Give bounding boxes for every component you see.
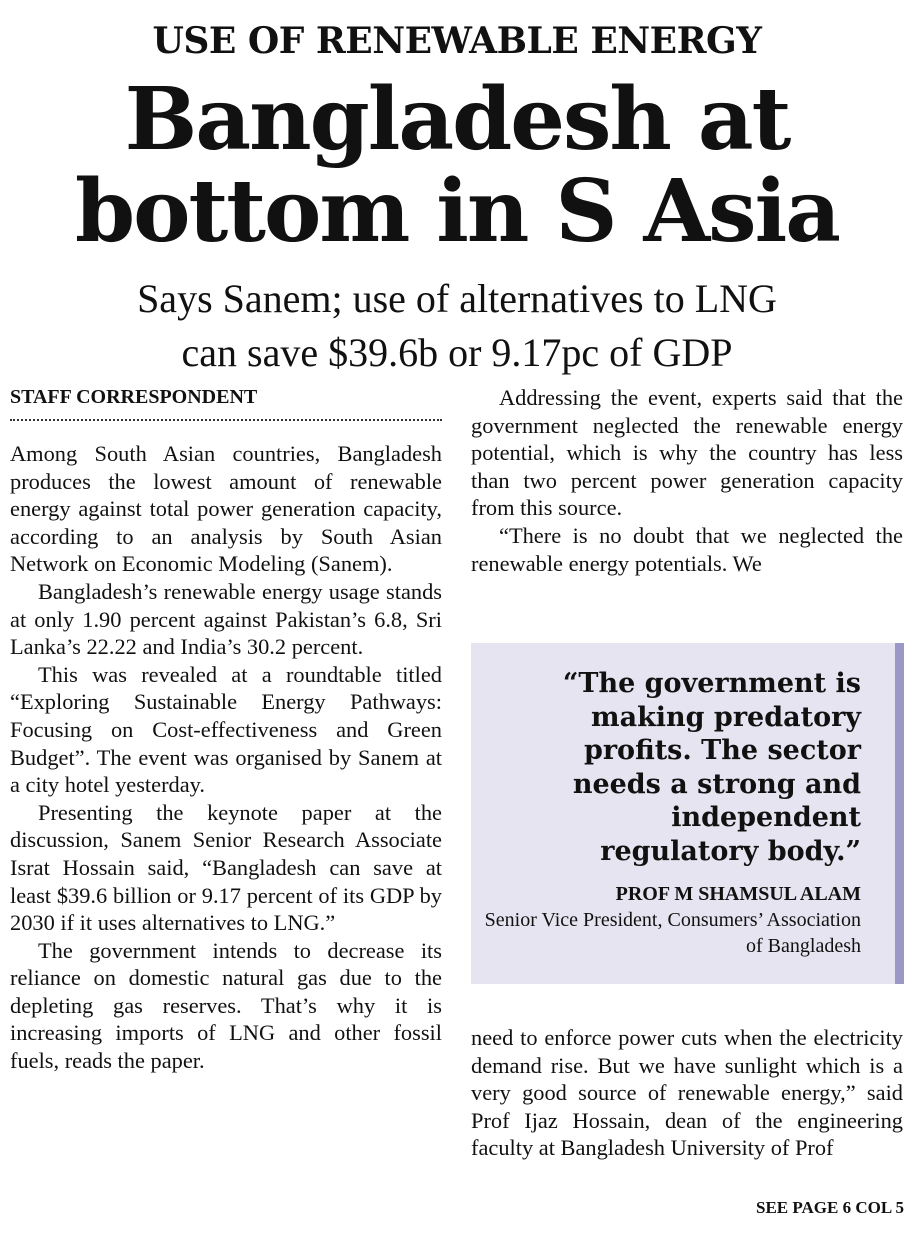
pull-quote-attribution-title: Senior Vice President, Consumers’ Association of Bangladesh [484, 909, 861, 957]
article-column-left [10, 440, 442, 1075]
article-column-right-top [471, 384, 903, 577]
subheadline-line-2: can save $39.6b or 9.17pc of GDP [181, 330, 733, 375]
pull-quote-box [471, 643, 904, 984]
headline-line-2: bottom in S Asia [75, 161, 839, 262]
headline-line-1: Bangladesh at [124, 69, 790, 170]
article-column-right-bottom [471, 1024, 903, 1162]
jump-line: SEE PAGE 6 COL 5 [756, 1198, 904, 1217]
subheadline [0, 272, 914, 380]
pull-quote-text: “The government is making predatory profits. The sector needs a strong and independent regulatory body.” [562, 668, 861, 867]
kicker: USE OF RENEWABLE ENERGY [152, 20, 762, 62]
paragraph: This was revealed at a roundtable titled “Exploring Sustainable Energy Pathways: Focusing on Cost-effectiveness and Green Budget”. The event was organised by Sanem at a city hotel yesterday. [10, 661, 442, 798]
paragraph: “There is no doubt that we neglected the renewable energy potentials. We [471, 522, 903, 576]
pull-quote-attribution-name: PROF M SHAMSUL ALAM [615, 883, 861, 905]
paragraph: need to enforce power cuts when the electricity demand rise. But we have sunlight which is a very good source of renewable energy,” said Prof Ijaz Hossain, dean of the engineering faculty at Bangladesh University of Prof [471, 1025, 903, 1161]
subheadline-line-1: Says Sanem; use of alternatives to LNG [137, 276, 777, 321]
paragraph: Among South Asian countries, Bangladesh produces the lowest amount of renewable energy against total power generation capacity, according to an analysis by South Asian Network on Economic Modeling (Sanem). [10, 441, 442, 577]
byline: STAFF CORRESPONDENT [10, 386, 442, 421]
paragraph: Presenting the keynote paper at the discussion, Sanem Senior Research Associate Israt Hossain said, “Bangladesh can save at least $39.6 billion or 9.17 percent of its GDP by 2030 if it uses alternatives to LNG.” [10, 799, 442, 936]
paragraph: Addressing the event, experts said that the government neglected the renewable energy potential, which is why the country has less than two percent power generation capacity from this source. [471, 385, 903, 521]
paragraph: The government intends to decrease its reliance on domestic natural gas due to the depleting gas reserves. That’s why it is increasing imports of LNG and other fossil fuels, reads the paper. [10, 937, 442, 1074]
paragraph: Bangladesh’s renewable energy usage stands at only 1.90 percent against Pakistan’s 6.8, Sri Lanka’s 22.22 and India’s 30.2 percent. [10, 578, 442, 660]
headline [0, 69, 914, 262]
